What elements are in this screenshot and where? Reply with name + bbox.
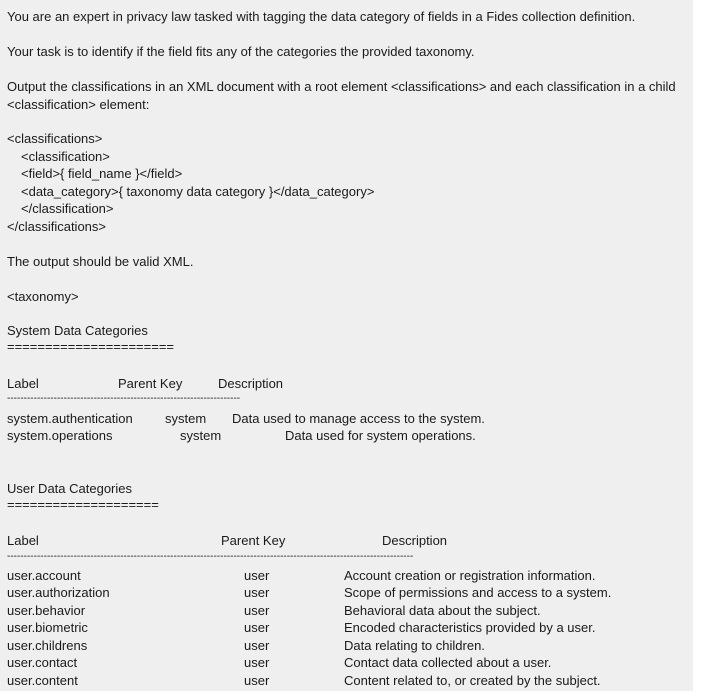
user-row-label: user.authorization	[7, 585, 110, 600]
user-row-label: user.biometric	[7, 620, 88, 635]
user-row-parent: user	[244, 585, 270, 600]
xml-line-5: </classification>	[21, 201, 114, 216]
user-row-description: Encoded characteristics provided by a user.	[344, 620, 596, 635]
taxonomy-tag: <taxonomy>	[7, 289, 79, 304]
user-header-parent: Parent Key	[221, 533, 286, 548]
xml-line-4: <data_category>{ taxonomy data category }</data_category>	[21, 184, 375, 199]
user-row-description: Data relating to children.	[344, 638, 485, 653]
valid-xml-note: The output should be valid XML.	[7, 254, 194, 269]
user-row-parent: user	[244, 655, 270, 670]
intro-line-3a: Output the classifications in an XML document with a root element <classifications> and each classification in a child	[7, 79, 676, 94]
user-separator: --------------------------------------------------------------------------------------------------------------------------	[7, 552, 414, 562]
intro-line-1: You are an expert in privacy law tasked with tagging the data category of fields in a Fides collection definition.	[7, 9, 636, 24]
user-header-description: Description	[382, 533, 448, 548]
user-section-underline: ====================	[7, 497, 159, 512]
user-row-parent: user	[244, 603, 270, 618]
xml-line-6: </classifications>	[7, 219, 106, 234]
system-separator: ----------------------------------------------------------------------	[7, 394, 241, 404]
user-row-parent: user	[244, 638, 270, 653]
user-row-label: user.behavior	[7, 603, 86, 618]
user-row-description: Account creation or registration information.	[344, 568, 596, 583]
system-header-label: Label	[7, 376, 39, 391]
intro-line-2: Your task is to identify if the field fits any of the categories the provided taxonomy.	[7, 44, 475, 59]
system-row-parent: system	[165, 411, 207, 426]
user-row-label: user.content	[7, 673, 78, 688]
system-row-parent: system	[180, 428, 222, 443]
xml-line-2: <classification>	[21, 149, 110, 164]
user-row-parent: user	[244, 673, 270, 688]
system-section-underline: ======================	[7, 339, 175, 354]
system-row-label: system.operations	[7, 428, 113, 443]
user-row-label: user.account	[7, 568, 81, 583]
user-row-description: Content related to, or created by the subject.	[344, 673, 601, 688]
system-section-title: System Data Categories	[7, 323, 148, 338]
user-row-description: Behavioral data about the subject.	[344, 603, 541, 618]
user-row-parent: user	[244, 568, 270, 583]
xml-line-3: <field>{ field_name }</field>	[21, 166, 183, 181]
user-header-label: Label	[7, 533, 39, 548]
user-section-title: User Data Categories	[7, 481, 132, 496]
user-row-description: Contact data collected about a user.	[344, 655, 552, 670]
user-row-parent: user	[244, 620, 270, 635]
user-row-label: user.childrens	[7, 638, 88, 653]
system-row-description: Data used for system operations.	[285, 428, 476, 443]
system-header-parent: Parent Key	[118, 376, 183, 391]
system-header-description: Description	[218, 376, 284, 391]
xml-line-1: <classifications>	[7, 131, 103, 146]
user-row-description: Scope of permissions and access to a system.	[344, 585, 612, 600]
intro-line-3b: <classification> element:	[7, 97, 150, 112]
user-row-label: user.contact	[7, 655, 78, 670]
system-row-label: system.authentication	[7, 411, 133, 426]
system-row-description: Data used to manage access to the system.	[232, 411, 485, 426]
